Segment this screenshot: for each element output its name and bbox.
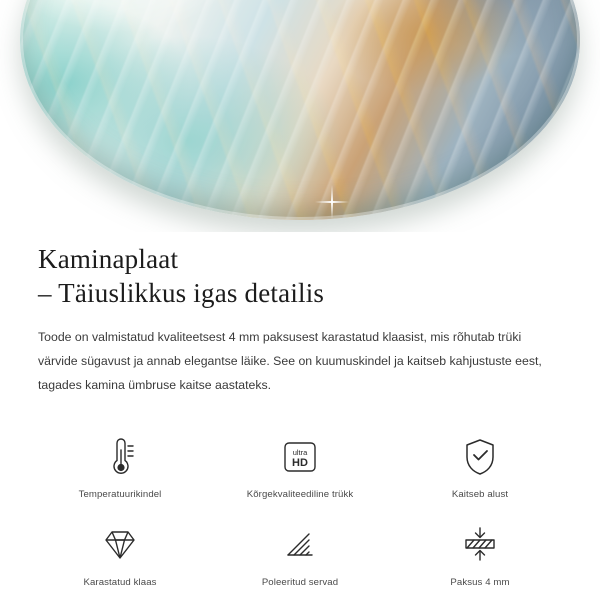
thermometer-icon <box>100 434 140 480</box>
ultra-hd-icon <box>278 434 322 480</box>
feature-item <box>390 434 570 500</box>
polished-edges-icon <box>278 522 322 568</box>
feature-label: Poleeritud servad <box>261 576 339 588</box>
diamond-icon <box>97 522 143 568</box>
feature-label: Kõrgekvaliteediline trükk <box>246 488 354 500</box>
hero-image <box>0 0 600 232</box>
feature-item <box>210 522 390 588</box>
svg-text:ultra: ultra <box>292 447 308 457</box>
feature-item <box>30 434 210 500</box>
feature-label: Kaitseb alust <box>451 488 509 500</box>
shield-check-icon <box>460 434 500 480</box>
feature-label: Paksus 4 mm <box>450 576 510 588</box>
feature-label: Karastatud klaas <box>83 576 157 588</box>
feature-item <box>390 522 570 588</box>
svg-text:HD: HD <box>292 456 308 469</box>
text-content <box>0 232 600 398</box>
title-line-2: – Täiuslikkus igas detailis <box>38 278 325 309</box>
feature-item <box>30 522 210 588</box>
feature-item <box>210 434 390 500</box>
title-line-1: Kaminaplaat <box>38 244 179 274</box>
product-description: Toode on valmistatud kvaliteetsest 4 mm paksusest karastatud klaasist, mis rõhutab trüki värvide sügavust ja annab elegantse läike. See on kuumuskindel ja kaitseb kahjustuste eest, tagades kamina ümbruse kaitse aastateks. <box>38 330 542 392</box>
feature-grid <box>0 434 600 588</box>
page-title <box>38 242 562 310</box>
fireplace-plate-marble-image <box>20 0 580 220</box>
thickness-arrows-icon <box>458 522 502 568</box>
feature-label: Temperatuurikindel <box>78 488 162 500</box>
